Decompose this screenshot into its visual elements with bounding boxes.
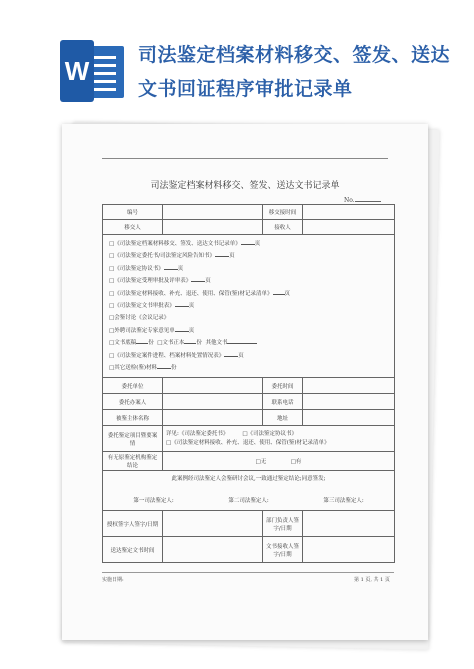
footer-date: 实施日期: bbox=[102, 577, 124, 583]
header-banner bbox=[0, 0, 474, 118]
document-preview bbox=[62, 124, 428, 640]
record-form-table: 编号 移交接时间 移交人 接收人 □《司法鉴定档案材料移交、签发、送达文书记录单》 页 □《司法鉴定委托书/司法鉴定风险告知书》 页 □《司法鉴定协议书》 页 □《司法鉴定受理审批及评审表》 页 □《司法鉴定材料接收、补充、退还、使用、保管(鉴)材记录清单》 页 □《司法鉴定文书审批表》 页 □会鉴讨论《会议记录》 □外聘司法鉴定专家意见单 页 □文书底稿 份 □文书正本 份 其他文书 □《司法鉴定案件进程、档案材料处置情况表》 页 □其它送检(鉴)材料 份 委托单位 委托时间 委托办案人 联系电话 被鉴主体名称 地址 委托鉴定项目暨要案情 详见:《司法鉴定委托书》 □《司法鉴定协议书》 □《司法鉴定材料接收、补充、退还、使用、保管(鉴)材记录清单》 有无原鉴定机构鉴定结论 □无 □有 此案例经司法鉴定人会鉴研讨会议,一致通过鉴定结论;同意签发; 第一司法鉴定人: 第二司法鉴定人: 第三司法鉴定人: 授权签字人签字/日期 部门负责人签字/日期 送达鉴定文书时间 文书接收人签字/日期 bbox=[102, 204, 395, 563]
page-title: 司法鉴定档案材料移交、签发、送达文书回证程序审批记录单 bbox=[138, 44, 451, 100]
document-list: □《司法鉴定档案材料移交、签发、送达文书记录单》 页 □《司法鉴定委托书/司法鉴定风险告知书》 页 □《司法鉴定协议书》 页 □《司法鉴定受理审批及评审表》 页 □《司法鉴定材料接收、补充、退还、使用、保管(鉴)材记录清单》 页 □《司法鉴定文书审批表》 页 □会鉴讨论《会议记录》 □外聘司法鉴定专家意见单 页 □文书底稿 份 □文书正本 份 其他文书 □《司法鉴定案件进程、档案材料处置情况表》 页 □其它送检(鉴)材料 份 bbox=[103, 235, 395, 378]
document-title: 司法鉴定档案材料移交、签发、送达文书记录单 bbox=[150, 181, 340, 191]
footer-page-number: 第 1 页, 共 1 页 bbox=[354, 577, 390, 583]
word-document-icon: W bbox=[60, 40, 126, 102]
document-number: No. bbox=[344, 196, 381, 204]
